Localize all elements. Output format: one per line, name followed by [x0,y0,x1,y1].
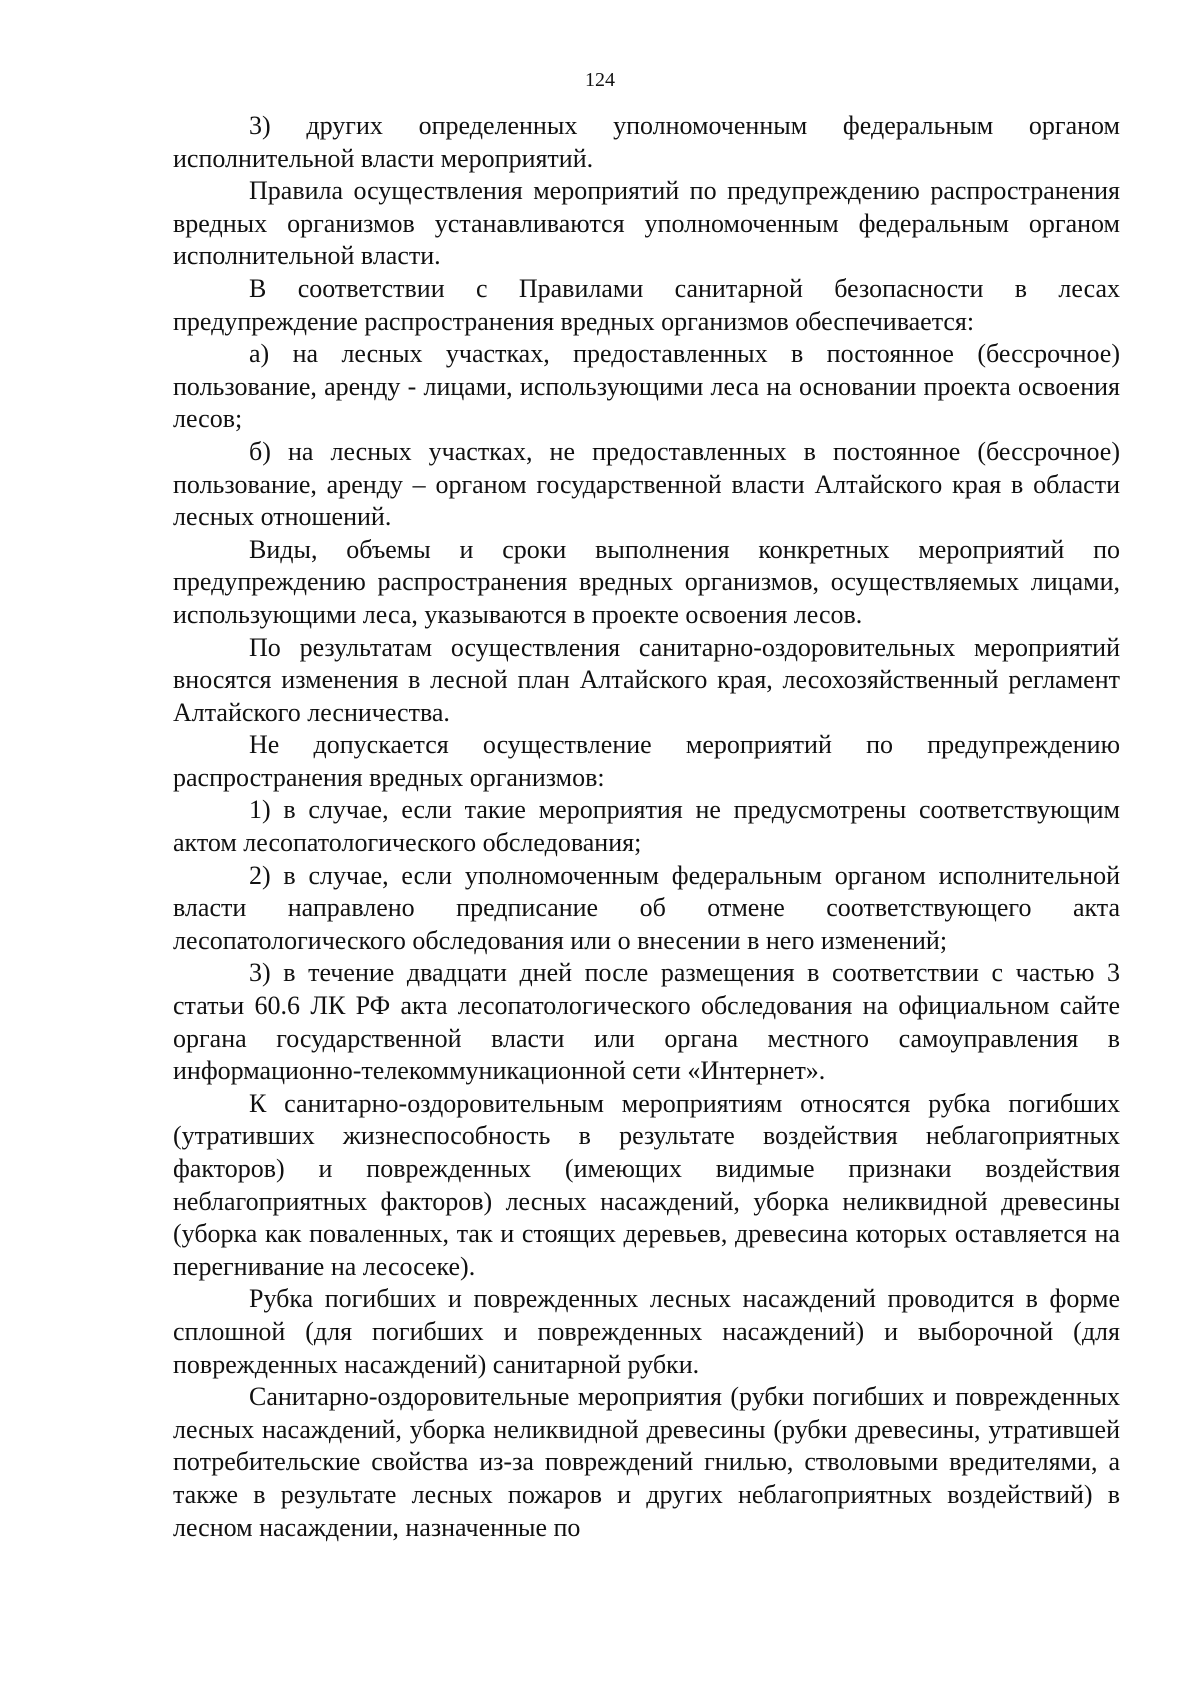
page-number: 124 [585,69,615,91]
paragraph: По результатам осуществления санитарно-оздоровительных мероприятий вносятся изменения в лесной план Алтайского края, лесохозяйственный регламент Алтайского лесничества. [173,632,1120,727]
paragraph: а) на лесных участках, предоставленных в постоянное (бессрочное) пользование, аренду - лицами, использующими леса на основании проекта освоения лесов; [173,339,1120,434]
paragraph: 3) других определенных уполномоченным федеральным органом исполнительной власти мероприятий. [173,111,1120,173]
paragraph: Виды, объемы и сроки выполнения конкретных мероприятий по предупреждению распространения вредных организмов, осуществляемых лицами, использующими леса, указываются в проекте освоения лесов. [173,534,1120,629]
paragraph: Правила осуществления мероприятий по предупреждению распространения вредных организмов устанавливаются уполномоченным федеральным органом исполнительной власти. [173,176,1120,271]
paragraph: 3) в течение двадцати дней после размещения в соответствии с частью 3 статьи 60.6 ЛК РФ акта лесопатологического обследования на официальном сайте органа государственной власти или органа местного самоуправления в информационно-телекоммуникационной сети «Интернет». [173,958,1120,1086]
paragraph: В соответствии с Правилами санитарной безопасности в лесах предупреждение распространения вредных организмов обеспечивается: [173,273,1120,336]
paragraph: К санитарно-оздоровительным мероприятиям относятся рубка погибших (утративших жизнеспособность в результате воздействия неблагоприятных факторов) и поврежденных (имеющих видимые признаки воздействия неблагоприятных факторов) лесных насаждений, уборка неликвидной древесины (уборка как поваленных, так и стоящих деревьев, древесина которых оставляется на перегнивание на лесосеке). [173,1088,1120,1281]
paragraph: Санитарно-оздоровительные мероприятия (рубки погибших и поврежденных лесных насаждений, уборка неликвидной древесины (рубки древесины, утратившей потребительские свойства из-за повреждений гнилью, стволовыми вредителями, а также в результате лесных пожаров и других неблагоприятных воздействий) в лесном насаждении, назначенные по [173,1382,1120,1542]
paragraph: б) на лесных участках, не предоставленных в постоянное (бессрочное) пользование, аренду – органом государственной власти Алтайского края в области лесных отношений. [173,436,1120,532]
paragraph: Не допускается осуществление мероприятий по предупреждению распространения вредных организмов: [173,730,1120,792]
document-body [173,110,1120,1544]
paragraph: 2) в случае, если уполномоченным федеральным органом исполнительной власти направлено предписание об отмене соответствующего акта лесопатологического обследования или о внесении в него изменений; [173,860,1120,955]
paragraph: 1) в случае, если такие мероприятия не предусмотрены соответствующим актом лесопатологического обследования; [173,795,1120,858]
paragraph: Рубка погибших и поврежденных лесных насаждений проводится в форме сплошной (для погибших и поврежденных насаждений) и выборочной (для поврежденных насаждений) санитарной рубки. [173,1284,1120,1379]
